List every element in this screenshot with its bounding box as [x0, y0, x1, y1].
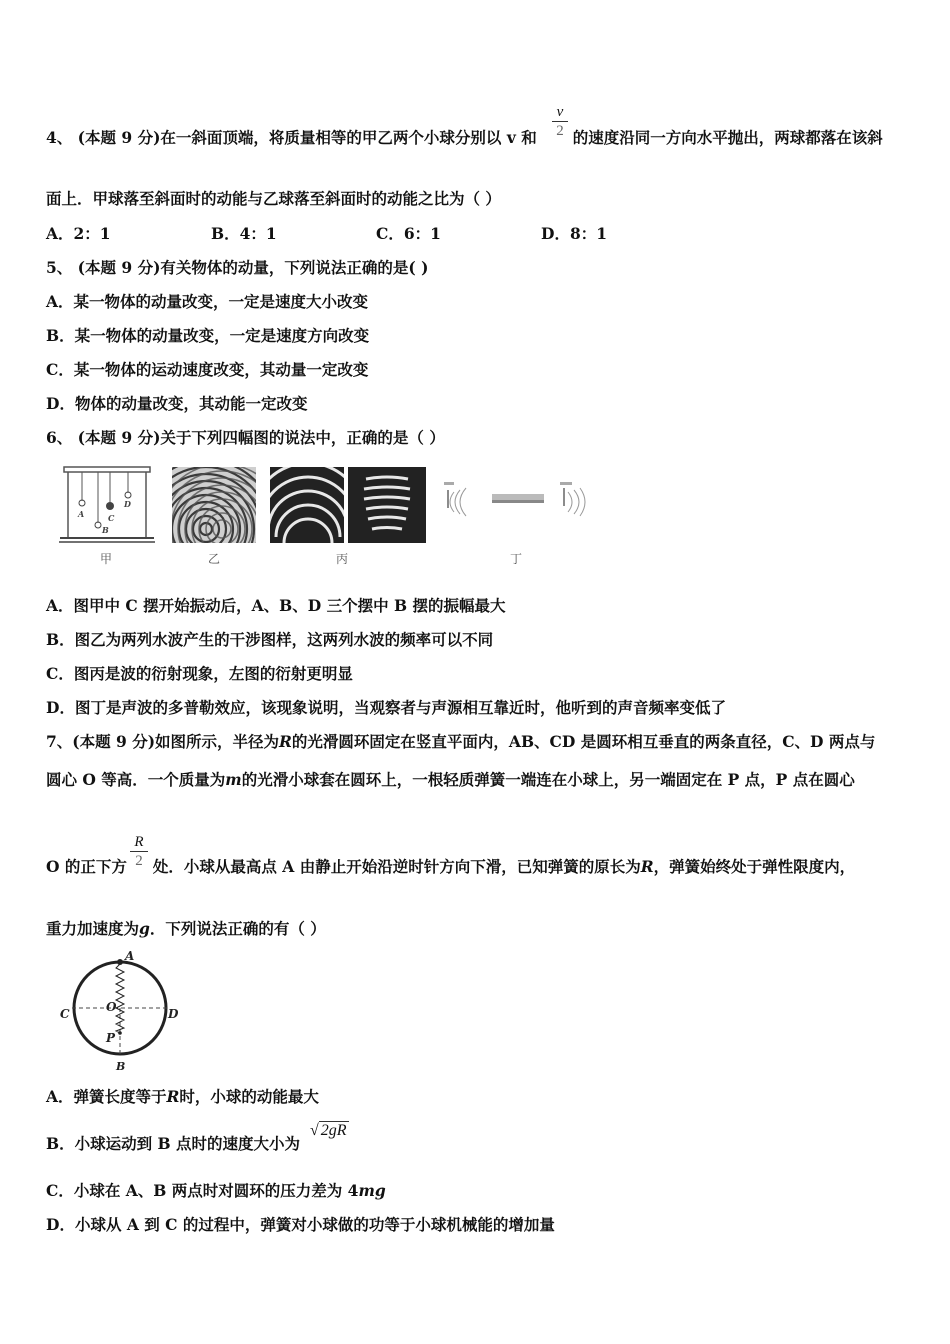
- figure-circle-spring: [58, 950, 188, 1072]
- q4-line1: [46, 128, 883, 148]
- q7-option-b-text: B．小球运动到 B 点时的速度大小为: [46, 1134, 300, 1153]
- q7-frac-num: R: [134, 834, 144, 850]
- q6-option-b: B．图乙为两列水波产生的干涉图样，这两列水波的频率可以不同: [46, 630, 494, 649]
- circle-label-a: A: [125, 950, 135, 963]
- figure-yi-interference: [172, 467, 256, 543]
- q7-line4: [46, 919, 326, 939]
- sqrt-radicand: 2gR: [320, 1122, 347, 1139]
- q7-option-a-pre: A．弹簧长度等于: [46, 1087, 167, 1106]
- circle-label-d: D: [168, 1007, 179, 1021]
- q7-symbol-g: g: [139, 919, 150, 938]
- q5-stem: 5、 (本题 9 分)有关物体的动量，下列说法正确的是( ): [46, 258, 429, 277]
- circle-label-p: P: [106, 1031, 116, 1045]
- q7-line1-a: 7、(本题 9 分)如图所示，半径为: [46, 732, 280, 751]
- q7-symbol-r: R: [279, 732, 292, 751]
- figure-bing-diffraction: [270, 467, 426, 543]
- q6-option-d: D．图丁是声波的多普勒效应，该现象说明，当观察者与声源相互靠近时，他听到的声音频率变低了: [46, 698, 726, 717]
- fraction-bar: [130, 851, 148, 852]
- q7-line1-b: 的光滑圆环固定在竖直平面内，AB、CD 是圆环相互垂直的两条直径，C、D 两点与: [291, 732, 876, 751]
- pendulum-label-d: D: [124, 499, 131, 509]
- q4-option-c: C．6：1: [376, 224, 441, 243]
- q7-symbol-r-3: R: [166, 1087, 180, 1106]
- q7-option-c: [46, 1181, 386, 1201]
- q7-option-c-pre: C．小球在 A、B 两点时对圆环的压力差为 4: [46, 1181, 359, 1200]
- pendulum-label-c: C: [108, 513, 115, 523]
- circle-label-o: O: [106, 1000, 117, 1014]
- caption-bing: 丙: [336, 552, 349, 566]
- q7-line4-a: 重力加速度为: [46, 919, 140, 938]
- fraction-bar: [552, 121, 568, 122]
- pendulum-label-b: B: [102, 525, 109, 535]
- q4-line1-post: 的速度沿同一方向水平抛出，两球都落在该斜: [572, 128, 883, 147]
- q4-option-b: B．4：1: [211, 224, 277, 243]
- q4-fraction: [552, 104, 568, 139]
- q4-line2: 面上．甲球落至斜面时的动能与乙球落至斜面时的动能之比为（ ）: [46, 189, 501, 208]
- figure-jia-pendulums: [58, 463, 156, 547]
- q7-line3-a: O 的正下方: [46, 857, 127, 876]
- q7-line3: [46, 857, 855, 877]
- caption-yi: 乙: [208, 552, 221, 566]
- q5-option-b: B．某一物体的动量改变，一定是速度方向改变: [46, 326, 370, 345]
- caption-jia: 甲: [100, 552, 113, 566]
- q4-frac-num: v: [556, 104, 564, 120]
- figure-ding-doppler: [442, 478, 592, 522]
- circle-label-b: B: [116, 1060, 126, 1072]
- q7-line3-b: 处．小球从最高点 A 由静止开始沿逆时针方向下滑，已知弹簧的原长为: [152, 857, 641, 876]
- circle-label-c: C: [60, 1007, 70, 1021]
- q4-option-d: D．8：1: [541, 224, 608, 243]
- q4-line1-pre: 4、 (本题 9 分)在一斜面顶端，将质量相等的甲乙两个小球分别以 v 和: [46, 128, 537, 147]
- sqrt-sign: √: [310, 1122, 319, 1139]
- q7-fraction: [130, 834, 148, 869]
- q7-symbol-mg: mg: [358, 1181, 386, 1200]
- q4-frac-den: 2: [556, 123, 564, 139]
- q7-line4-b: ．下列说法正确的有（ ）: [149, 919, 326, 938]
- q7-symbol-r-2: R: [640, 857, 654, 876]
- q7-line2: [46, 770, 855, 790]
- q7-line2-a: 圆心 O 等高．一个质量为: [46, 770, 226, 789]
- pendulum-label-a: A: [78, 509, 85, 519]
- q4-option-a: A．2：1: [46, 224, 111, 243]
- q7-option-a-post: 时，小球的动能最大: [179, 1087, 319, 1106]
- q6-stem: 6、 (本题 9 分)关于下列四幅图的说法中，正确的是（ ）: [46, 428, 445, 447]
- q7-option-d: D．小球从 A 到 C 的过程中，弹簧对小球做的功等于小球机械能的增加量: [46, 1215, 555, 1234]
- q5-option-a: A．某一物体的动量改变，一定是速度大小改变: [46, 292, 369, 311]
- q5-option-d: D．物体的动量改变，其动能一定改变: [46, 394, 308, 413]
- q7-frac-den: 2: [135, 853, 143, 869]
- q7-option-b: [46, 1134, 300, 1154]
- q6-option-c: C．图丙是波的衍射现象，左图的衍射更明显: [46, 664, 353, 683]
- q6-option-a: A．图甲中 C 摆开始振动后，A、B、D 三个摆中 B 摆的振幅最大: [46, 596, 506, 615]
- q7-line2-b: 的光滑小球套在圆环上，一根轻质弹簧一端连在小球上，另一端固定在 P 点，P 点在圆心: [241, 770, 855, 789]
- sqrt-expression: [310, 1122, 349, 1140]
- q7-symbol-m: m: [225, 770, 242, 789]
- q7-option-a: [46, 1087, 319, 1107]
- q7-line3-c: ，弹簧始终处于弹性限度内，: [653, 857, 856, 876]
- q7-line1: [46, 732, 875, 752]
- caption-ding: 丁: [510, 552, 523, 566]
- q5-option-c: C．某一物体的运动速度改变，其动量一定改变: [46, 360, 369, 379]
